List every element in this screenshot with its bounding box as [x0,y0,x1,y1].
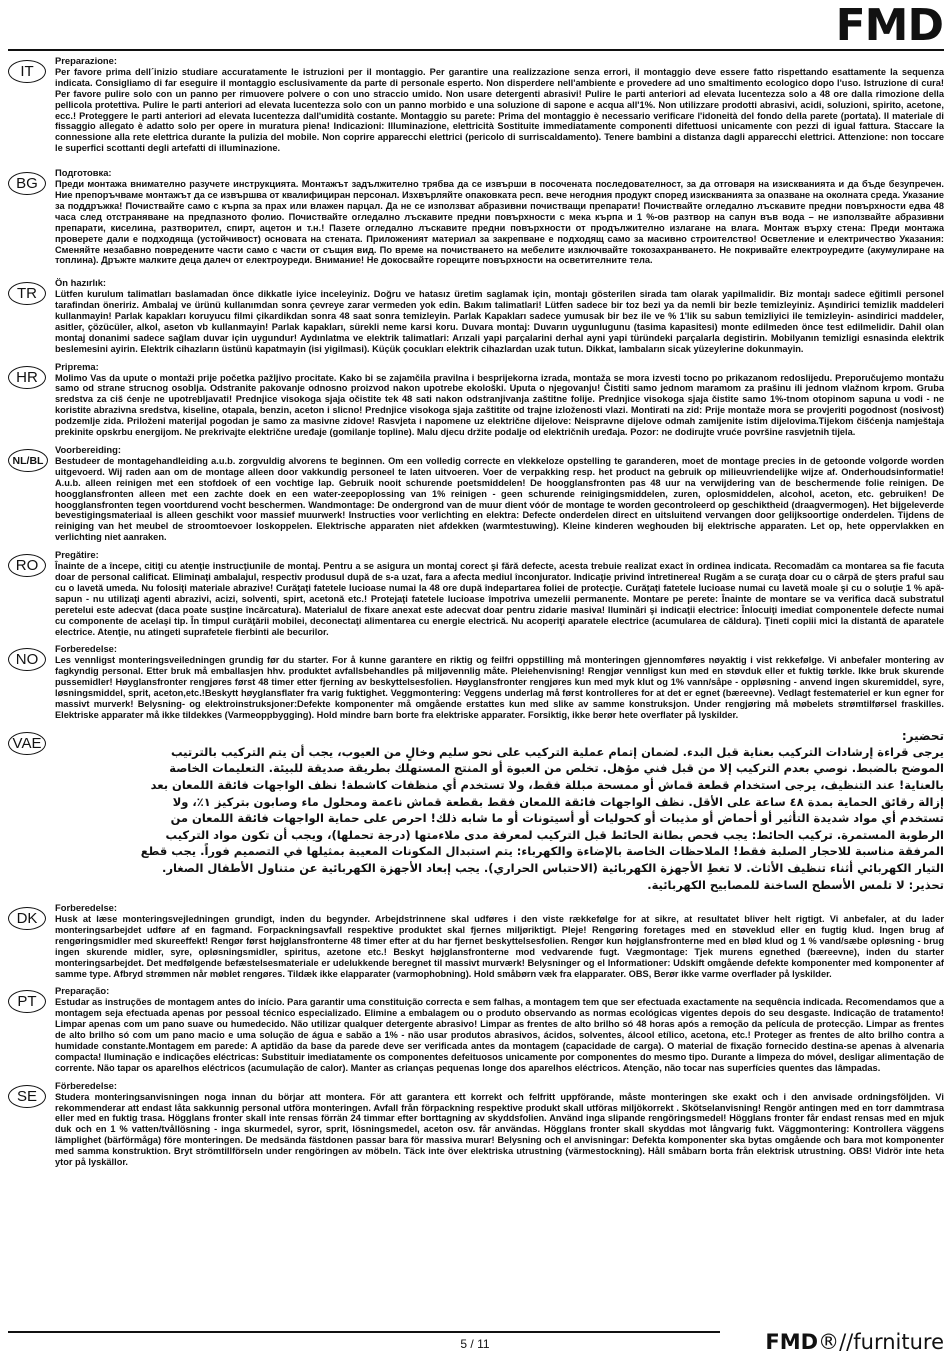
language-badge: RO [8,554,46,577]
footer-logo-bold: FMD [765,1330,819,1354]
footer-divider [8,1331,720,1333]
section-se [0,1081,950,1168]
section-heading: تحضير: [901,728,944,743]
section-no [0,644,950,720]
section-body: Bestudeer de montagehandleiding a.u.b. zorgvuldig alvorens te beginnen. Om een volledig correcte en vlekkeloze opstelling te garanderen, moet de montage precies in de getoonde volgorde worden uitgevoerd. Wij raden aan om de montage alleen door vakkundig personeel te laten uitvoeren. Voer de verpakking resp. het product na gebruik op milieuvriendelijke wijze af. Onderhoudsinformatie! A.u.b. alleen reinigen met een stofdoek of een vochtige lap. Gebruik nooit schurende poetsmiddelen! De hoogglansfronten pas 48 uur na verwijdering van de beschermende folie reinigen. De hoogglansfronten alleen met een zachte doek en een water-zeepoplossing van 1% reinigen - geen schurende reinigingsmiddelen, zuren, oplosmiddelen, alcohol, aceton, etc. gebruiken! De hoogglansfronten tegen voortdurend vocht beschermen. Wandmontage: De ondergrond van de muur dient vóór de montage te worden gecontroleerd op geschiktheid (draagvermogen). Het bijgeleverde bevestigingsmateriaal is alleen geschikt voor massief muurwerk! Instructies voor verlichting en elektra: Defecte onderdelen direct en uitsluitend vervangen door gelijksoortige onderdelen. Tijdens de reiniging van het meubel de stroomtoevoer loskoppelen. Elektrische apparaten niet afdekken (warmtestuwing). Kleine kinderen weghouden bij elektrische apparaten. Let op, hete oppervlakken en verlichting niet aanraken. [55,455,944,543]
section-heading: Preparazione: [55,55,117,66]
section-heading: Pregătire: [55,549,99,561]
language-badge: VAE [8,732,46,755]
section-nl-bl [0,445,950,543]
footer-logo-rest: ®//furniture [818,1330,944,1354]
section-body: Înainte de a începe, citiţi cu atenţie instrucţiunile de montaj. Pentru a se asigura un montaj corect şi fără defecte, acesta trebuie realizat exact în ordinea indicata. Recomadăm ca montarea sa fie facuta doar de personal calificat. Eliminaţi ambalajul, respectiv produsul după de s-a uzat, fara a afecta mediul înconjurator. Indicaţie privind întretinerea! Rugăm a se curaţa doar cu o cârpă de şters praful sau cu o lavetă umeda. Nu folosiţi materiale abrazive! Curăţaţi fatetele lucioase numai la 48 ore după îndepartarea foliei de protecţie. Curăţaţi fatetele lucioase numai cu lavetă moale şi cu o soluţie 1 % apă-sapun - nu utilizaţi agenti abrazivi, acizi, solventi, spirt, acetonă etc.! Protejaţi fatetele lucioase împotriva umezelii permanente. Montare pe perete: Înainte de montare se va verifica dacă substratul peretelui este adecvat (daca poate susţine încărcatura). Materialul de fixare anexat este adecvat doar pentru zidarie masiva! Iluminări şi indicaţii electrice: Înlocuiţi imediat componentele defecte numai cu componente de acelaşi tip. În timpul curăţării mobilei, deconectaţi alimentarea cu energie electrică. Nu acoperiţi aparatele electrice (acumularea de căldura). Ţineti copiii mici la distantă de aparatele electrice. Atenţie, nu atingeti suprafetele fierbinti ale becurilor. [55,561,944,637]
section-body: Studera monteringsanvisningen noga innan du börjar att montera. För att garantera ett korrekt och felfritt uppförande, måste monteringen ske exakt och i den anvisade ordningsföljden. Vi rekommenderar att endast låta sakkunnig personal utföra monteringen. Avfall från förpackning respektive produkt skall utföras miljökorrekt . Skötselanvisning! Rengör antingen med en torr dammtrasa eller med en fuktig trasa. Högglans fronter skall inte rensas förrän 24 timmar efter borttagning av skyddsfolien. Använd inga slipande rengöringsmedel! Högglans fronter får endast rensas med en mjuk duk och en 1 % vatten/tvållösning - inga skurmedel, syror, sprit, lösningsmedel, aceton osv. får användas. Högglans fronter skall skyddas mot långvarig fukt. Väggmontering: Kontrollera väggens lämplighet (bärförmåga) före monteringen. De medsända fästdonen passar bara för massiva murar! Belysning och el anvisningar: Defekta komponenter ska bytas omgående och bara mot komponenter med samma konstruktion. Bryt strömtillförseln under rengöringen av möbeln. Täck inte över elektriska utrustning (värmestockning). Håll småbarn borta från elektrisk utrustning. OBS! Vidrör inte heta ytor på lyskällor. [55,1091,944,1168]
section-body: Преди монтажа внимателно разучете инструкцията. Монтажът задължително трябва да се извърши в посочената последователност, за да отговаря на изискванията и да бъде безупречен. Ние препоръчваме монтажът да се извършва от квалифициран персонал. Изхвърляйте опаковката респ. вече негодния продукт според изискванията за опазване на околната среда. Указание за поддръжка! Почиствайте само с кърпа за прах или влажен парцал. Да не се използват абразивни почистващи препарати! Почиствайте огледално лъскавите предни повърхности едва 48 часа след отстраняване на предпазното фолио. Почиствайте огледално лъскавите предни повърхности с мека кърпа и 1 %-ов разтвор на сапун във вода – не използвайте абразивни препарати, киселина, разтворител, спирт, ацетон и т.н.! Пазете огледално лъскавите предни повърхности от продължително излагане на влага. Монтаж върху стена: Преди монтажа проверете дали е подходяща (устойчивост) основата на стената. Приложеният материал за закрепване е подходящ само за масивно строителство! Осветление и електричество Указания: Сменяйте незабавно повредените части само с части от същия вид. По време на почистването на мебелите изключвайте токозахранването. Не покривайте електроуредите (акумулиране на топлина). Дръжте малките деца далеч от електроуреди. Внимание! Не докосвайте горещите повърхности на осветителните тела. [55,179,944,266]
page-number: 5 / 11 [460,1337,490,1351]
language-badge: SE [8,1085,46,1108]
language-badge: BG [8,172,46,195]
section-body: يرجى قراءة إرشادات التركيب بعناية قبل البدء. لضمان إتمام عملية التركيب على نحو سليم وخالٍ من العيوب، يجب أن يتم التركيب بالترتيب الموضح بالضبط. نوصي بعدم التركيب إلا من قبل فني مؤهل. تخلص من العبوة أو المنتج المستهلك بطريقة صديقة للبيئة. التعليمات الخاصة بالعناية! عند التنظيف، يرجى استخدام قطعة قماش أو ممسحة مبللة فقط، ولا تستخدم أي منظفات كاشطة! نظف الواجهات فائقة اللمعان بعد إزالة رقائق الحماية بمدة ٤٨ ساعة على الأقل. نظف الواجهات فائقة اللمعان فقط بقطعة قماش ناعمة ومحلول ماء وصابون بتركيز ١٪، ولا تستخدم أي مواد شديدة التأثير أو أحماض أو مذيبات أو كحوليات أو أسيتونات أو ما شابه ذلك! احرص على حماية الواجهات فائقة اللمعان من الرطوبة المستمرة. تركيب الحائط: يجب فحص بطانة الحائط قبل التركيب لمعرفة مدى ملاءمتها (درجة تحملها)، ويجب أن تكون مواد التركيب المرفقة مناسبة للاحجار الصلبة فقط! الملاحظات الخاصة بالإضاءة والكهرباء: يتم استبدال المكونات المعيبة بمثيلها في التصميم فوراً. يجب قطع التيار الكهربائي أثناء تنظيف الأثاث. لا تغطِ الأجهزة الكهربائية (الاحتباس الحراري). يجب إبعاد الأجهزة الكهربائية عن متناول الأطفال الصغار. تحذير: لا تلمس الأسطح الساخنة للمصابيح الكهربائية. [140,744,944,892]
section-body: Molimo Vas da upute o montaži prije početka pažljivo procitate. Kako bi se zajamčila pravilna i besprijekorna izrada, montaža se mora izvesti tocno po prikazanom redoslijedu. Preporučujemo montažu samo od strane strucnog osoblja. Odstranite pakovanje odnosno proizvod nakon upotrebe ekološki. Uputa o njegovanju! Čistiti samo jednom maramom za prašinu ili jednom vlažnom krpom. Gruba sredstva za ciš ćenje ne upotrebljavati! Prednjice visokoga sjaja očistite tek 48 sati nakon odstranjivanja zaštitne folije. Prednjice visokoga sjaja čistite samo 1%-tnom otopinom sapuna u vodi - ne koristite abrazivna sredstva, kiseline, otapala, benzin, aceton i slicno! Prednjice visokoga sjaja zaštitite od trajne izloženosti vlazi. Montirati na zid: Prije montaže mora se provjeriti pogodnost (nosivost) podzemlje zida. Priloženi materijal pogodan je samo za masivne zidove! Rasvjeta i napomene uz električne dijelove: Neispravne dijelove odmah zamijenite istim dijelovima.Tijekom čišćenja namještaja prekinite opskrbu energijom. Ne prekrivajte električne uređaje (gomilanje topline). Malu djecu držite podalje od električnih uređaja. Pozor: ne dodirujte vruće površine rasvjetnih tijela. [55,372,944,438]
section-it [0,56,950,154]
language-badge: TR [8,282,46,305]
section-body: Lütfen kurulum talimatları baslamadan önce dikkatle iyice inceleyiniz. Doğru ve hatasız üretim saglamak için, montajı gösterilen sirada tam olarak yapilmalidir. Biz montajı sadece eğitimli personel tarafindan öneririz. Ambalaj ve ürünü kullanımdan sonra çevreye zarar vermeden yok edin. Bakım talimatlari! Lütfen sadece bir toz bezi ya da nemli bir bezle temizleyiniz. Aşındirici temizlik maddeleri kullanmayin! Parlak kapakları koruyucu filmi çikardikdan sonra 48 saat sonra temizleyin. Parlak Kapakları sadece yumusak bir bez ile ve % 1'lik su sabun temizliyici ile temizleyin- asindirici maddeler, asitler, çözücüler, alkol, aseton vb kullanmayin! Parlak kapakları, sürekli nemе karsi koru. Duvara montaj: Duvarın uygunlugunu (tasima kapasitesi) monte edilmeden önce test edilmelidir. Dahil olan montaj donanimi sadece sağlam duvar için uygundur! Aydınlatma ve elektrik talimatlari: Arızali yapi parçalarini derhal ayni yapi türündeki parçalarla degistirin. Mobilyanın temizligi esnasinda elektrik beslemesini ayirin. Elektrik cihazların üstünü kapatmayin (isi yigilmasi). Küçük çocukları elektrik cihazlardan uzak tutun. Dikkat, lambaların sicak yüzeylerine dokunmayin. [55,289,944,354]
language-badge: NL/BL [8,449,48,472]
section-heading: Ön hazırlık: [55,277,107,289]
header-divider [8,49,944,51]
section-bg [0,168,950,266]
brand-logo: FMD [835,0,943,51]
language-badge: PT [8,990,46,1013]
section-heading: Voorbereiding: [55,444,121,455]
section-heading: Forberedelse: [55,902,117,914]
section-body: Estudar as instruções de montagem antes do início. Para garantir uma constituição correcta e sem falhas, a montagem tem que ser efectuada exactamente na sequência indicada. Recomendamos que a montagem seja efectuada apenas por pessoal técnico especializado. Elimine a embalagem ou o produto observando as normas ecológicas vigentes depois do seu desgaste. Indicação de tratamento! Limpar apenas com um pano suave ou humedecido. Não utilizar qualquer detergente abrasivo! Limpar as frentes de alto brilho só 48 horas após a remoção da película de protecção. Limpar as frentes de alto brilho só com um pano macio e uma solução de água e sabão a 1% - não usar produtos abrasivos, ácidos, solventes, álcool etílico, acetona, etc.! Proteger as frentes de alto brilho contra a humidade constante.Montagem em parede: A aptidão da base da parede deve ser verificada antes da montagem (capacidade de carga). O material de fixação fornecido destina-se apenas à alvenaria compacta! Iluminação e indicações eléctricas: Substituir imediatamente os componentes defeituosos unicamente por componentes do mesmo tipo. Durante a limpeza do móvel, desligar alimentação de corrente. Não tapar os aparelhos eléctricos (acumulação de calor). Manter as crianças pequenas longe dos aparelhos eléctricos. Atenção, não tocar nas superfícies quentes das lâmpadas. [55,997,944,1073]
section-heading: Preparação: [55,985,110,997]
language-badge: IT [8,60,46,83]
section-ro [0,550,950,637]
section-vae [0,728,950,893]
section-body: Husk at læse monteringsvejledningen grundigt, inden du begynder. Arbejdstrinnene skal udføres i den viste rækkefølge for at sikre, at resultatet bliver helt rigtigt. Vi anbefaler, at du lader monteringsarbejdet udføre af en fagmand. Forpackningsavfall respektive produktet skal fjernes miljøriktigt. Pleje! Rengøring foretages med en støveklud eller en fugtig klud. Ingen brug af rengøringsmidler med skureeffekt! Rengør først højglansfronterne 48 timer efter at du har fjernet beskyttelsesfolien. Rengør kun højglansfronterne med en blød klud og 1 % vand/sæbe opløsning - brug ingen skurende midler, syre, opløsningsmidler, spiritus, azetone etc.! Beskyt højglansfronterne mod vedvarende fugt. Vægmontage: Tjek murens egnethed (bæreevne), inden du starter monteringsarbejdet. Det medfølgende befæstelsesmateriale er udelukkende beregnet til massivt murværk! Belysninger og el Informationer: Udskift omgående defekte komponenter med komponenter af samme type. Afbryd strømmen når møblet rengøres. Tildæk ikke elapparater (varmophobning). Hold småbørn væk fra elapparater. OBS, Berør ikke varme overflader på lyskilder. [55,914,944,979]
section-body: Les vennligst monteringsveiledningen grundig før du starter. For å kunne garantere en riktig og feilfri oppstilling må monteringen gjennomføres nøyaktig i vist rekkefølge. Vi anbefaler montering av fagkyndig personal. Etter bruk må emballasjen hhv. produktet avfallsbehandles på miljøvennlig måte. Pleiehenvisning! Rengjør vennligst kun med en støvduk eller et fuktig tørkle. Ikke bruk skurende pussemidler! Høyglansfronter rengjøres først 48 timer etter fjerning av beskyttelsesfolien. Høyglansfronter rengjøres kun med myk klut og 1% vann/såpe - oppløsning - anvend ingen skuremiddel, syre, løsningsmiddel, sprit, aceton,etc.!Beskytt høyglansflater fra varig fuktighet. Veggmontering: Veggens underlag må først kontrolleres for at det er egnet (bæreevne). Vedlagt festemateriel er kun egner for massivt murverk! Belysning- og elektroinstruksjoner:Defekte komponenter må omgående erstattes kun med slike av samme konstruksjon. Under rengjøring må møbelets strømtilførsel fraskilles. Elektriske apparater må ikke tildekkes (Varmeoppbygging). Hold mindre barn borte fra elektriske apparater. Forsiktig, ikke berør hete overflater på lyskilder. [55,655,944,720]
section-heading: Forberedelse: [55,643,117,655]
section-heading: Priprema: [55,360,99,372]
language-badge: HR [8,366,46,389]
instruction-sections [0,56,950,1175]
section-heading: Förberedelse: [55,1079,117,1091]
section-pt [0,986,950,1073]
section-hr [0,362,950,438]
section-body: Per favore prima dell´inizio studiare accuratamente le istruzioni per il montaggio. Per garantire una realizzazione senza errori, il montaggio deve essere fatto rispettando esattamente la sequenza indicata. Consigliamo di far eseguire il montaggio esclusivamente da parte di personale esperto. Non disperdere nell'ambiente e provedere ad uno smaltimento ecologico dopo l'uso. Istruzione di cura! Per favore pulire solo con un panno per rimuovere polvere o con uno straccio umido. Non usare detergenti abrasivi! Pulire le parti anteriori ad elevata lucentezza solo a 48 ore dalla rimozione della pellicola protettiva. Pulire le parti anteriori ad elevata lucentezza solo con un panno morbido e una soluzione di sapone e acqua all'1%. Non utilizzare prodotti abrasivi, acidi, soluzioni, spirito, acetone, ecc.! Proteggere le parti anteriori ad elevata lucentezza dall'umidità costante. Montaggio su parete: Prima del montaggio è necessario verificare l'idoneità del fondo della parete (portata). Il materiale di fissaggio allegato è adatto solo per opere in muratura piena! Indicazioni: Illuminazione, elettricità Sostituite immediatamente componenti difettuosi unicamente con pezzi di igual fattura. Staccare la connessione alla rete elettrica durante la pulizia del mobile. Non coprire apparecchi elettrici (pericolo di surriscaldamento). Tenere bambini a distanza dagli apparecchi elettrici. Attenzione: non toccare le superfici scottanti degli artefatti di illuminazione. [55,66,944,154]
language-badge: NO [8,648,46,671]
language-badge: DK [8,907,46,930]
section-dk [0,903,950,979]
section-heading: Подготовка: [55,167,112,179]
section-tr [0,278,950,354]
footer-logo [765,1330,944,1354]
